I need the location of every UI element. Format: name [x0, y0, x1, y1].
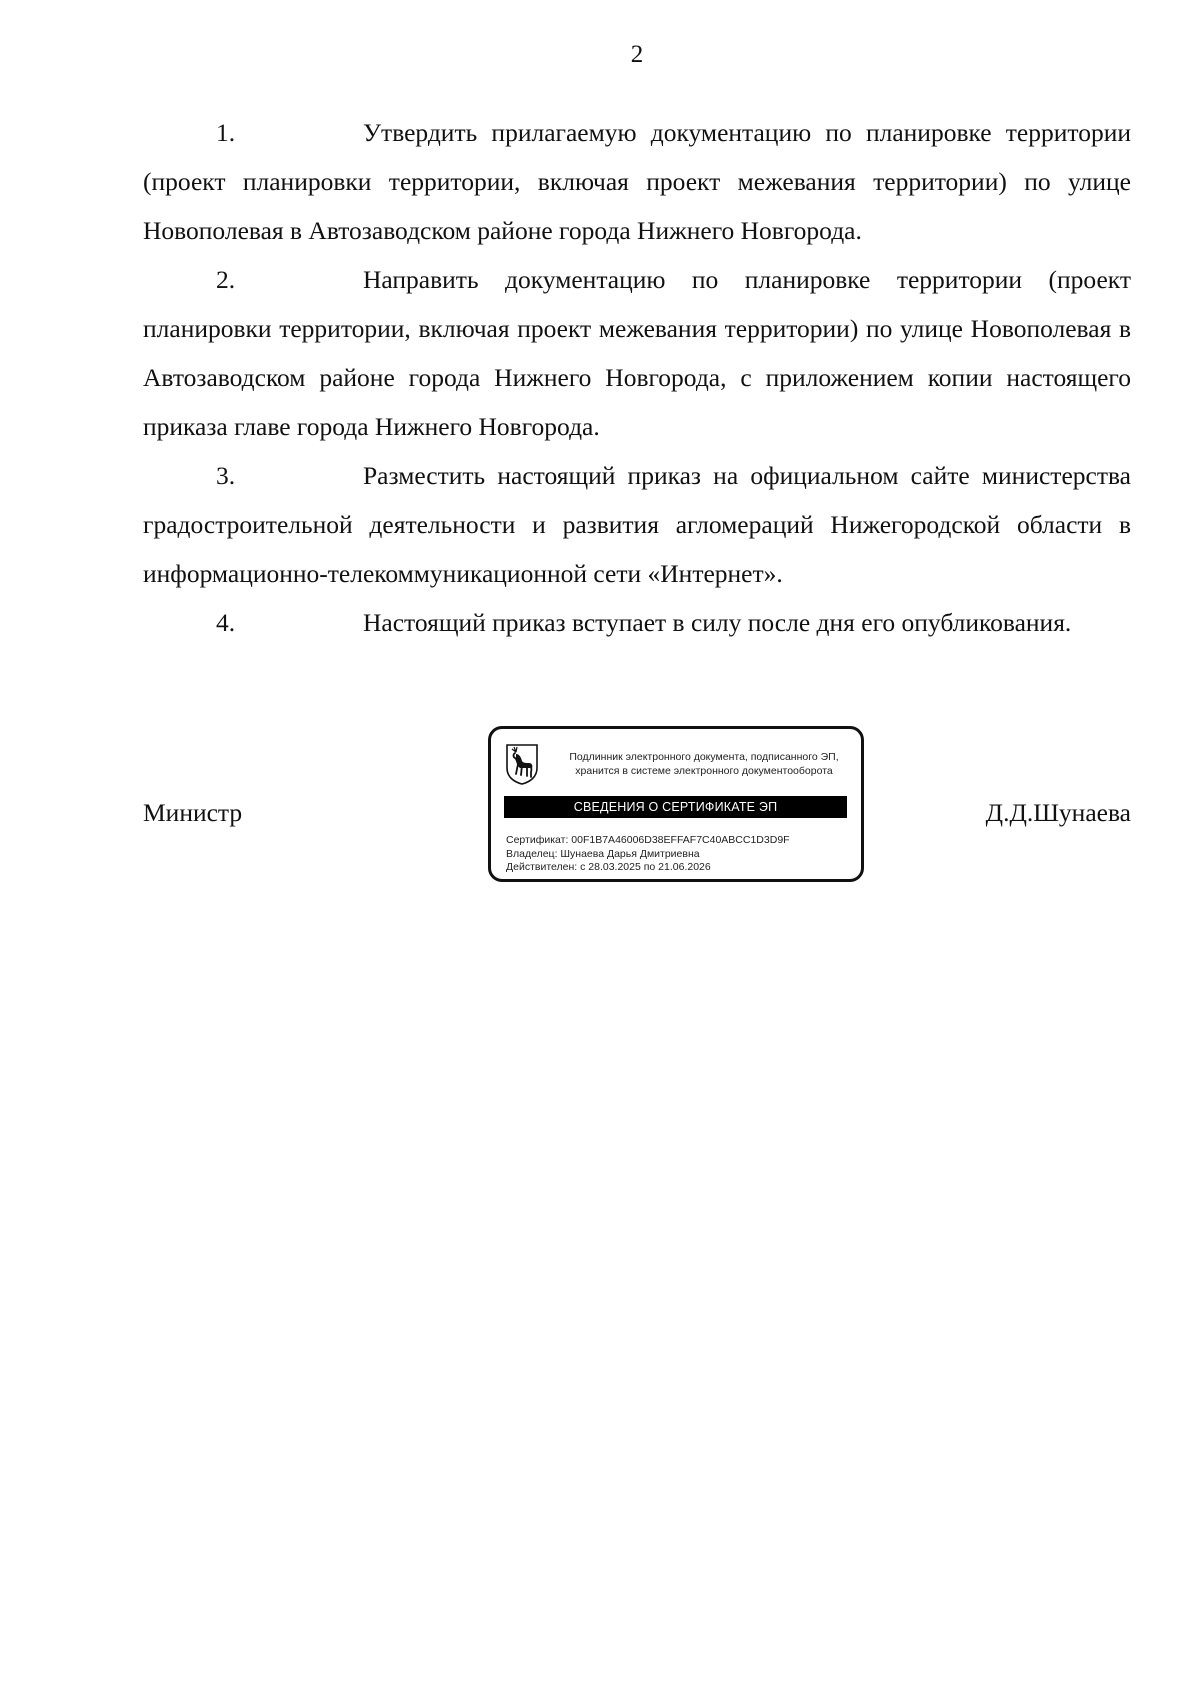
paragraph-text: Направить документацию по планировке территории (проект планировки территории, включая проект межевания территории) по улице Новополевая в Автозаводском районе города Нижнего Новгорода, с приложением копии настоящего приказа главе города Нижнего Новгорода. [143, 265, 1131, 441]
signer-name: Д.Д.Шунаева [985, 798, 1131, 827]
paragraph-number: 2. [216, 265, 236, 294]
paragraph-number: 1. [216, 118, 236, 147]
paragraph-text: Утвердить прилагаемую документацию по планировке территории (проект планировки территории, включая проект межевания территории) по улице Новополевая в Автозаводском районе города Нижнего Новгорода. [143, 118, 1131, 245]
signer-position: Министр [143, 798, 243, 827]
electronic-signature-stamp [488, 726, 864, 882]
paragraph-text: Разместить настоящий приказ на официальном сайте министерства градостроительной деятельности и развития агломераций Нижегородской области в информационно-телекоммуникационной сети «Интернет». [143, 461, 1131, 588]
stamp-header [551, 750, 857, 778]
certificate-owner: Владелец: Шунаева Дарья Дмитриевна [506, 847, 700, 860]
certificate-number: Сертификат: 00F1B7A46006D38EFFAF7C40ABCC1D3D9F [506, 834, 790, 846]
certificate-details [506, 834, 856, 875]
stamp-header-line: хранится в системе электронного документооборота [575, 765, 833, 777]
stamp-banner: СВЕДЕНИЯ О СЕРТИФИКАТЕ ЭП [504, 796, 847, 818]
paragraph-number: 4. [216, 608, 236, 637]
paragraph-text: Настоящий приказ вступает в силу после дня его опубликования. [363, 608, 1072, 637]
paragraph-3 [143, 451, 1131, 598]
document-body [143, 108, 1131, 647]
paragraph-4 [143, 598, 1131, 647]
paragraph-1 [143, 108, 1131, 255]
page-number: 2 [630, 41, 644, 68]
stamp-header-line: Подлинник электронного документа, подписанного ЭП, [569, 751, 839, 763]
paragraph-number: 3. [216, 461, 236, 490]
nizhny-novgorod-coat-of-arms-icon [504, 742, 540, 786]
paragraph-2 [143, 255, 1131, 451]
certificate-validity: Действителен: с 28.03.2025 по 21.06.2026 [506, 861, 711, 873]
